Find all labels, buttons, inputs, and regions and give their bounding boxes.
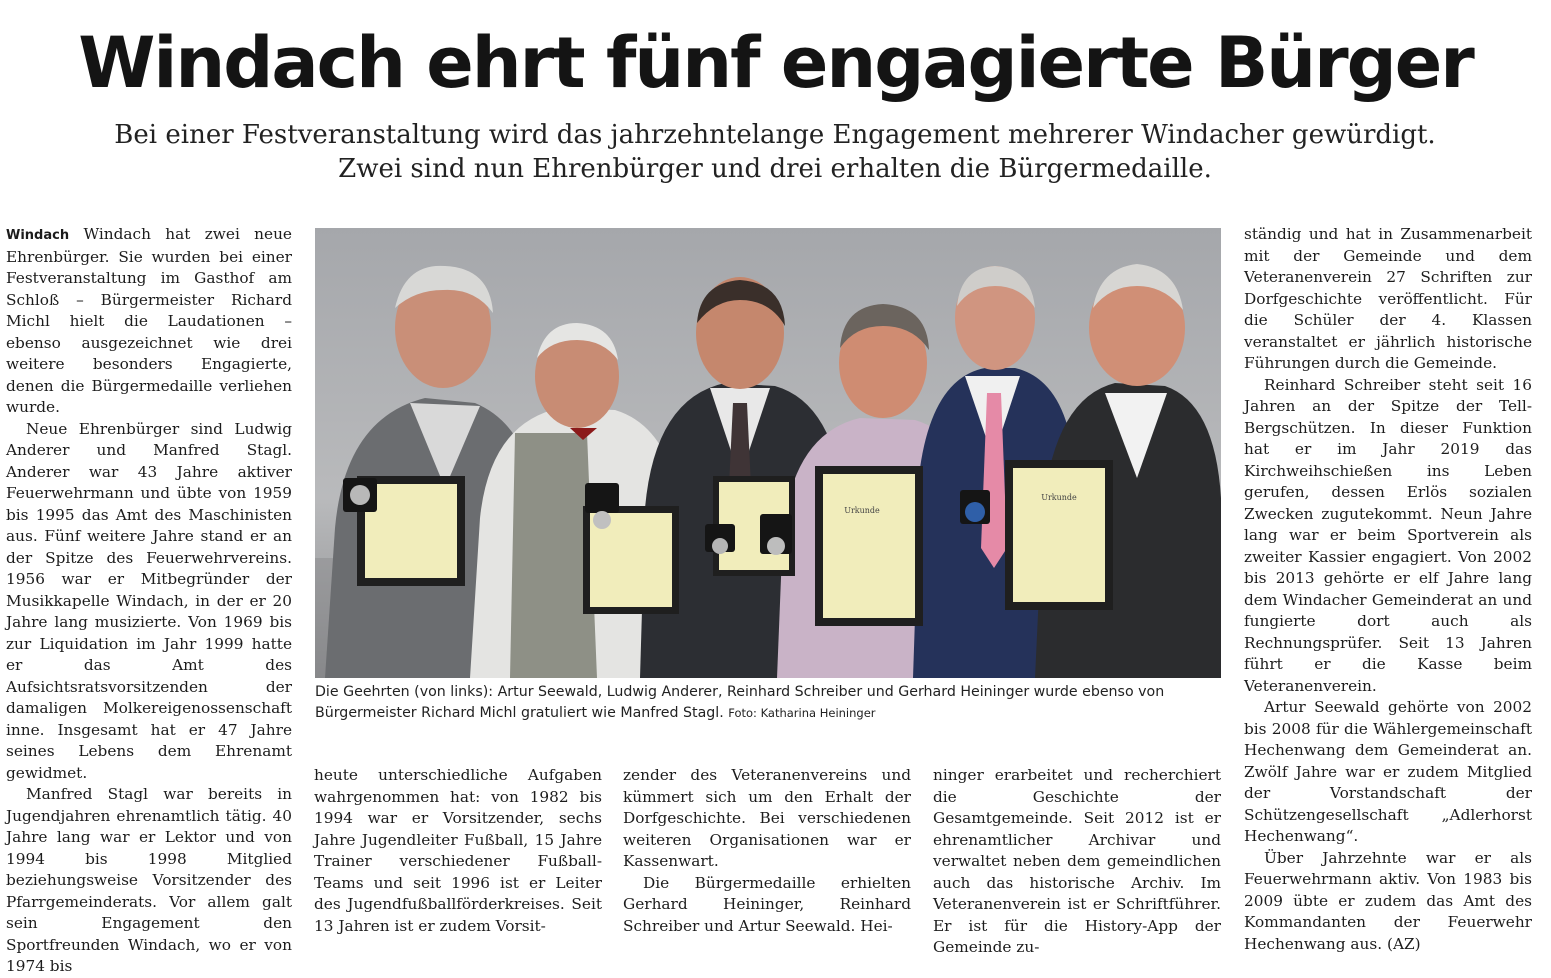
article-column-2 [314, 765, 602, 945]
photo-caption [315, 682, 1225, 724]
subheadline [60, 118, 1490, 186]
article-column-4 [933, 765, 1221, 956]
caption-text: Die Geehrten (von links): Artur Seewald, Ludwig Anderer, Reinhard Schreiber und Gerhard Heininger wurde ebenso von Bürgermeister Richard Michl gratuliert wie Manfred Stagl. [315, 684, 1165, 721]
paragraph-text: Windach hat zwei neue Ehrenbürger. Sie wurden bei einer Festveranstaltung im Gasthof am Schloß – Bürgermeister Richard Michl hielt die Laudationen – ebenso ausgezeichnet wie drei weitere besonders Engagierte, denen die Bürgermedaille verliehen wurde. [6, 225, 292, 416]
paragraph: ständig und hat in Zusammenarbeit mit der Gemeinde und dem Veteranenverein 27 Schriften zur Dorfgeschichte veröffentlicht. Für die Schüler der 4. Klassen veranstaltet er jährlich historische Führungen durch die Gemeinde. [1244, 225, 1532, 372]
paragraph [6, 224, 292, 419]
article-column-1 [6, 224, 292, 975]
paragraph: Artur Seewald gehörte von 2002 bis 2008 für die Wählergemeinschaft Hechenwang dem Gemeinderat an. Zwölf Jahre war er zudem Mitglied der Vorstandschaft der Schützengesellschaft „Adlerhorst Hechenwang“. [1244, 698, 1532, 845]
paragraph: ninger erarbeitet und recherchiert die Geschichte der Gesamtgemeinde. Seit 2012 ist er ehrenamtlicher Archivar und verwaltet neben dem gemeindlichen auch das historische Archiv. Im Veteranenverein ist er Schriftführer. Er ist für die History-App der Gemeinde zu- [933, 766, 1221, 956]
paragraph: zender des Veteranenvereins und kümmert sich um den Erhalt der Dorfgeschichte. Bei verschiedenen weiteren Organisationen war er Kassenwart. [623, 766, 911, 870]
paragraph: Manfred Stagl war bereits in Jugendjahren ehrenamtlich tätig. 40 Jahre lang war er Lektor und von 1994 bis 1998 Mitglied beziehungsweise Vorsitzender des Pfarrgemeinderats. Vor allem galt sein Engagement den Sportfreunden Windach, wo er von 1974 bis [6, 785, 292, 975]
photo-credit: Foto: Katharina Heininger [728, 706, 876, 720]
certificate-heading: Urkunde [844, 506, 880, 515]
photo-illustration [315, 228, 1221, 678]
headline: Windach ehrt fünf engagierte Bürger [78, 22, 1473, 104]
paragraph: heute unterschiedliche Aufgaben wahrgenommen hat: von 1982 bis 1994 war er Vorsitzender, sechs Jahre Jugendleiter Fußball, 15 Jahre Trainer verschiedener Fußball-Teams und seit 1996 ist er Leiter des Jugendfußballförderkreises. Seit 13 Jahren ist er zudem Vorsit- [314, 766, 602, 935]
paragraph: Die Bürgermedaille erhielten Gerhard Heininger, Reinhard Schreiber und Artur Seewald. Hei- [623, 873, 911, 935]
article-column-3 [623, 765, 911, 945]
article-photo [315, 228, 1221, 678]
dateline: Windach [6, 228, 70, 243]
paragraph: Neue Ehrenbürger sind Ludwig Anderer und Manfred Stagl. Anderer war 43 Jahre aktiver Feuerwehrmann und übte von 1959 bis 1995 das Amt des Maschinisten aus. Fünf weitere Jahre stand er an der Spitze des Feuerwehrvereins. 1956 war er Mitbegründer der Musikkapelle Windach, in der er 20 Jahre lang musizierte. Von 1969 bis zur Liquidation im Jahr 1999 hatte er das Amt des Aufsichtsratsvorsitzenden der damaligen Molkereigenossenschaft inne. Insgesamt hat er 47 Jahre seines Lebens dem Ehrenamt gewidmet. [6, 419, 292, 782]
subheadline-line-1: Bei einer Festveranstaltung wird das jahrzehntelange Engagement mehrerer Windacher gewürdigt. [114, 120, 1436, 150]
subheadline-line-2: Zwei sind nun Ehrenbürger und drei erhalten die Bürgermedaille. [338, 154, 1212, 184]
certificate-heading: Urkunde [1041, 493, 1077, 502]
article-column-5 [1244, 224, 1532, 953]
paragraph: Reinhard Schreiber steht seit 16 Jahren an der Spitze der Tell-Bergschützen. In dieser Funktion hat er im Jahr 2019 das Kirchweihschießen ins Leben gerufen, dessen Erlös sozialen Zwecken zugutekommt. Neun Jahre lang war er beim Sportverein als zweiter Kassier engagiert. Von 2002 bis 2013 gehörte er elf Jahre lang dem Windacher Gemeinderat an und fungierte dort auch als Rechnungsprüfer. Seit 13 Jahren führt er die Kasse beim Veteranenverein. [1244, 375, 1532, 695]
paragraph: Über Jahrzehnte war er als Feuerwehrmann aktiv. Von 1983 bis 2009 übte er zudem das Amt des Kommandanten der Feuerwehr Hechenwang aus. (AZ) [1244, 848, 1532, 953]
